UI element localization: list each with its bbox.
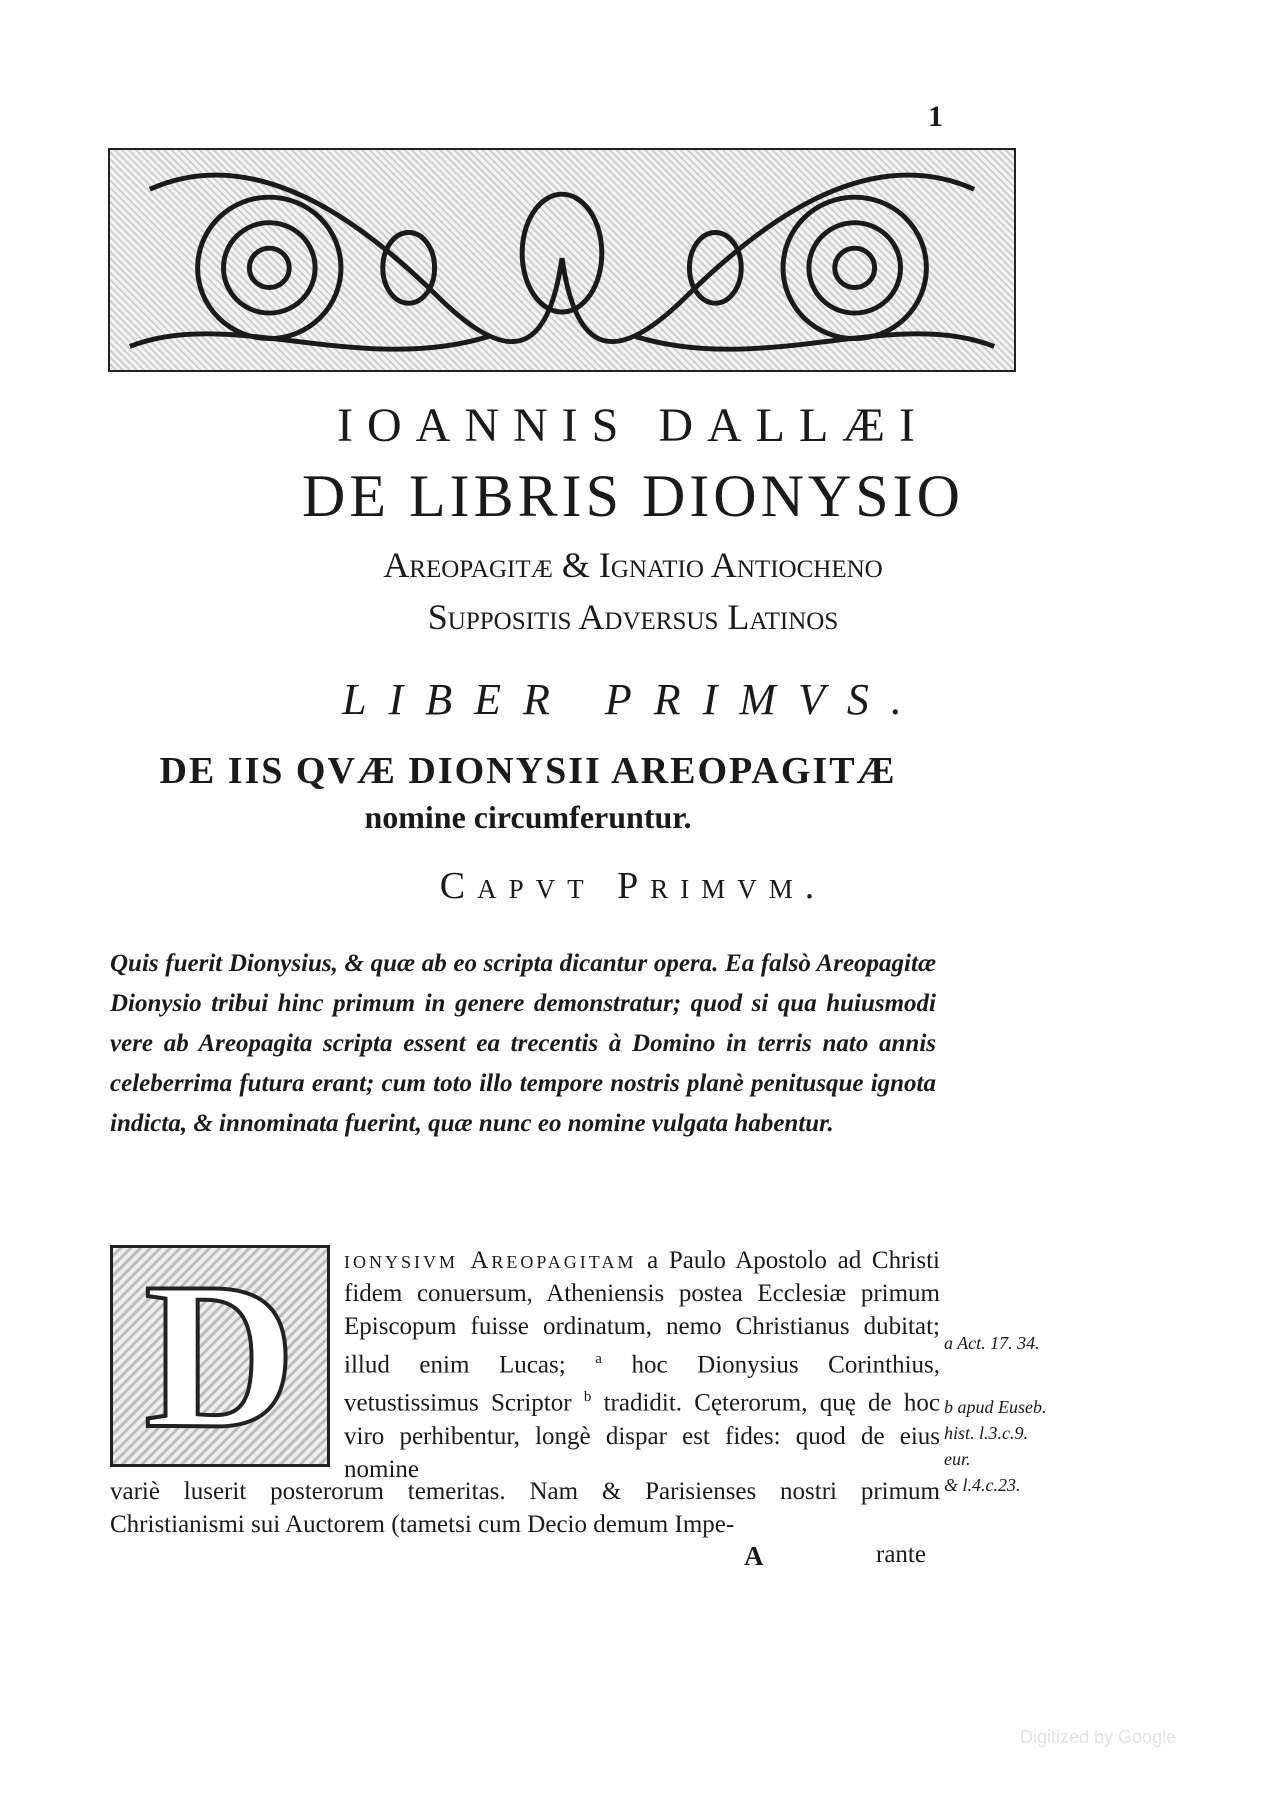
page-number: 1 bbox=[928, 100, 943, 133]
ornament-foliage-icon bbox=[110, 150, 1014, 370]
footnote-marker-b: b bbox=[583, 1389, 592, 1406]
chapter-title: Capvt Primvm. bbox=[439, 865, 827, 907]
subtitle-line-1: Areopagitæ & Ignatio Antiocheno bbox=[383, 545, 883, 585]
body-text-part-2: hoc Dionysius Corinthius, vetustissimus Scriptor bbox=[344, 1351, 940, 1417]
scan-watermark: Digitized by Google bbox=[1020, 1727, 1177, 1747]
body-text-part-3: tradidit. Cęterorum, quę de hoc viro perhibentur, longè dispar est fides: quod de eius nomine bbox=[344, 1389, 941, 1483]
margin-note-b-line-1: b apud Euseb. bbox=[944, 1397, 1047, 1417]
liber-title: LIBER PRIMVS. bbox=[342, 675, 924, 724]
section-title-line-1: DE IIS QVÆ DIONYSII AREOPAGITÆ bbox=[159, 750, 897, 792]
section-title bbox=[110, 748, 946, 840]
margin-notes bbox=[944, 1330, 1104, 1498]
body-paragraph bbox=[344, 1244, 940, 1486]
body-text-part-1: a Paulo Apostolo ad Christi fidem conuersum, Atheniensis postea Ecclesiæ primum Episcopum fuisse ordinatum, nemo Christianus dubitat; illud enim Lucas; bbox=[344, 1247, 940, 1379]
margin-note-a: a Act. 17. 34. bbox=[944, 1333, 1040, 1353]
subtitle-line-2: Suppositis Adversus Latinos bbox=[427, 597, 839, 637]
ornamental-headpiece bbox=[108, 148, 1016, 372]
chapter-argument: Quis fuerit Dionysius, & quæ ab eo scripta dicantur opera. Ea falsò Areopagitæ Dionysio tribui hinc primum in genere demonstratur; quod si qua huiusmodi vere ab Areopagita scripta essent ea trecentis à Domino in terris nato annis celeberrima futura erant; cum toto illo tempore nostris planè penitusque ignota indicta, & innominata fuerint, quæ nunc eo nomine vulgata habentur. bbox=[110, 950, 936, 1137]
drop-cap-letter: D bbox=[144, 1240, 296, 1472]
footnote-marker-a: a bbox=[595, 1351, 602, 1367]
margin-note-b-line-3: eur. bbox=[944, 1449, 971, 1469]
author-name: IOANNIS DALLÆI bbox=[337, 399, 929, 452]
body-lead-smallcaps: ionysivm Areopagitam bbox=[344, 1247, 637, 1274]
catchword: rante bbox=[876, 1541, 926, 1568]
section-title-line-2: nomine circumferuntur. bbox=[364, 799, 692, 835]
margin-note-b-line-4: & l.4.c.23. bbox=[944, 1475, 1021, 1495]
margin-note-b-line-2: hist. l.3.c.9. bbox=[944, 1423, 1028, 1443]
decorated-initial bbox=[110, 1240, 330, 1472]
signature-mark: A bbox=[744, 1541, 764, 1571]
body-continuation: variè luserit posterorum temeritas. Nam & Parisienses nostri primum Christianismi sui Auctorem (tametsi cum Decio demum Impe- bbox=[110, 1478, 940, 1538]
book-main-title: DE LIBRIS DIONYSIO bbox=[302, 463, 964, 529]
